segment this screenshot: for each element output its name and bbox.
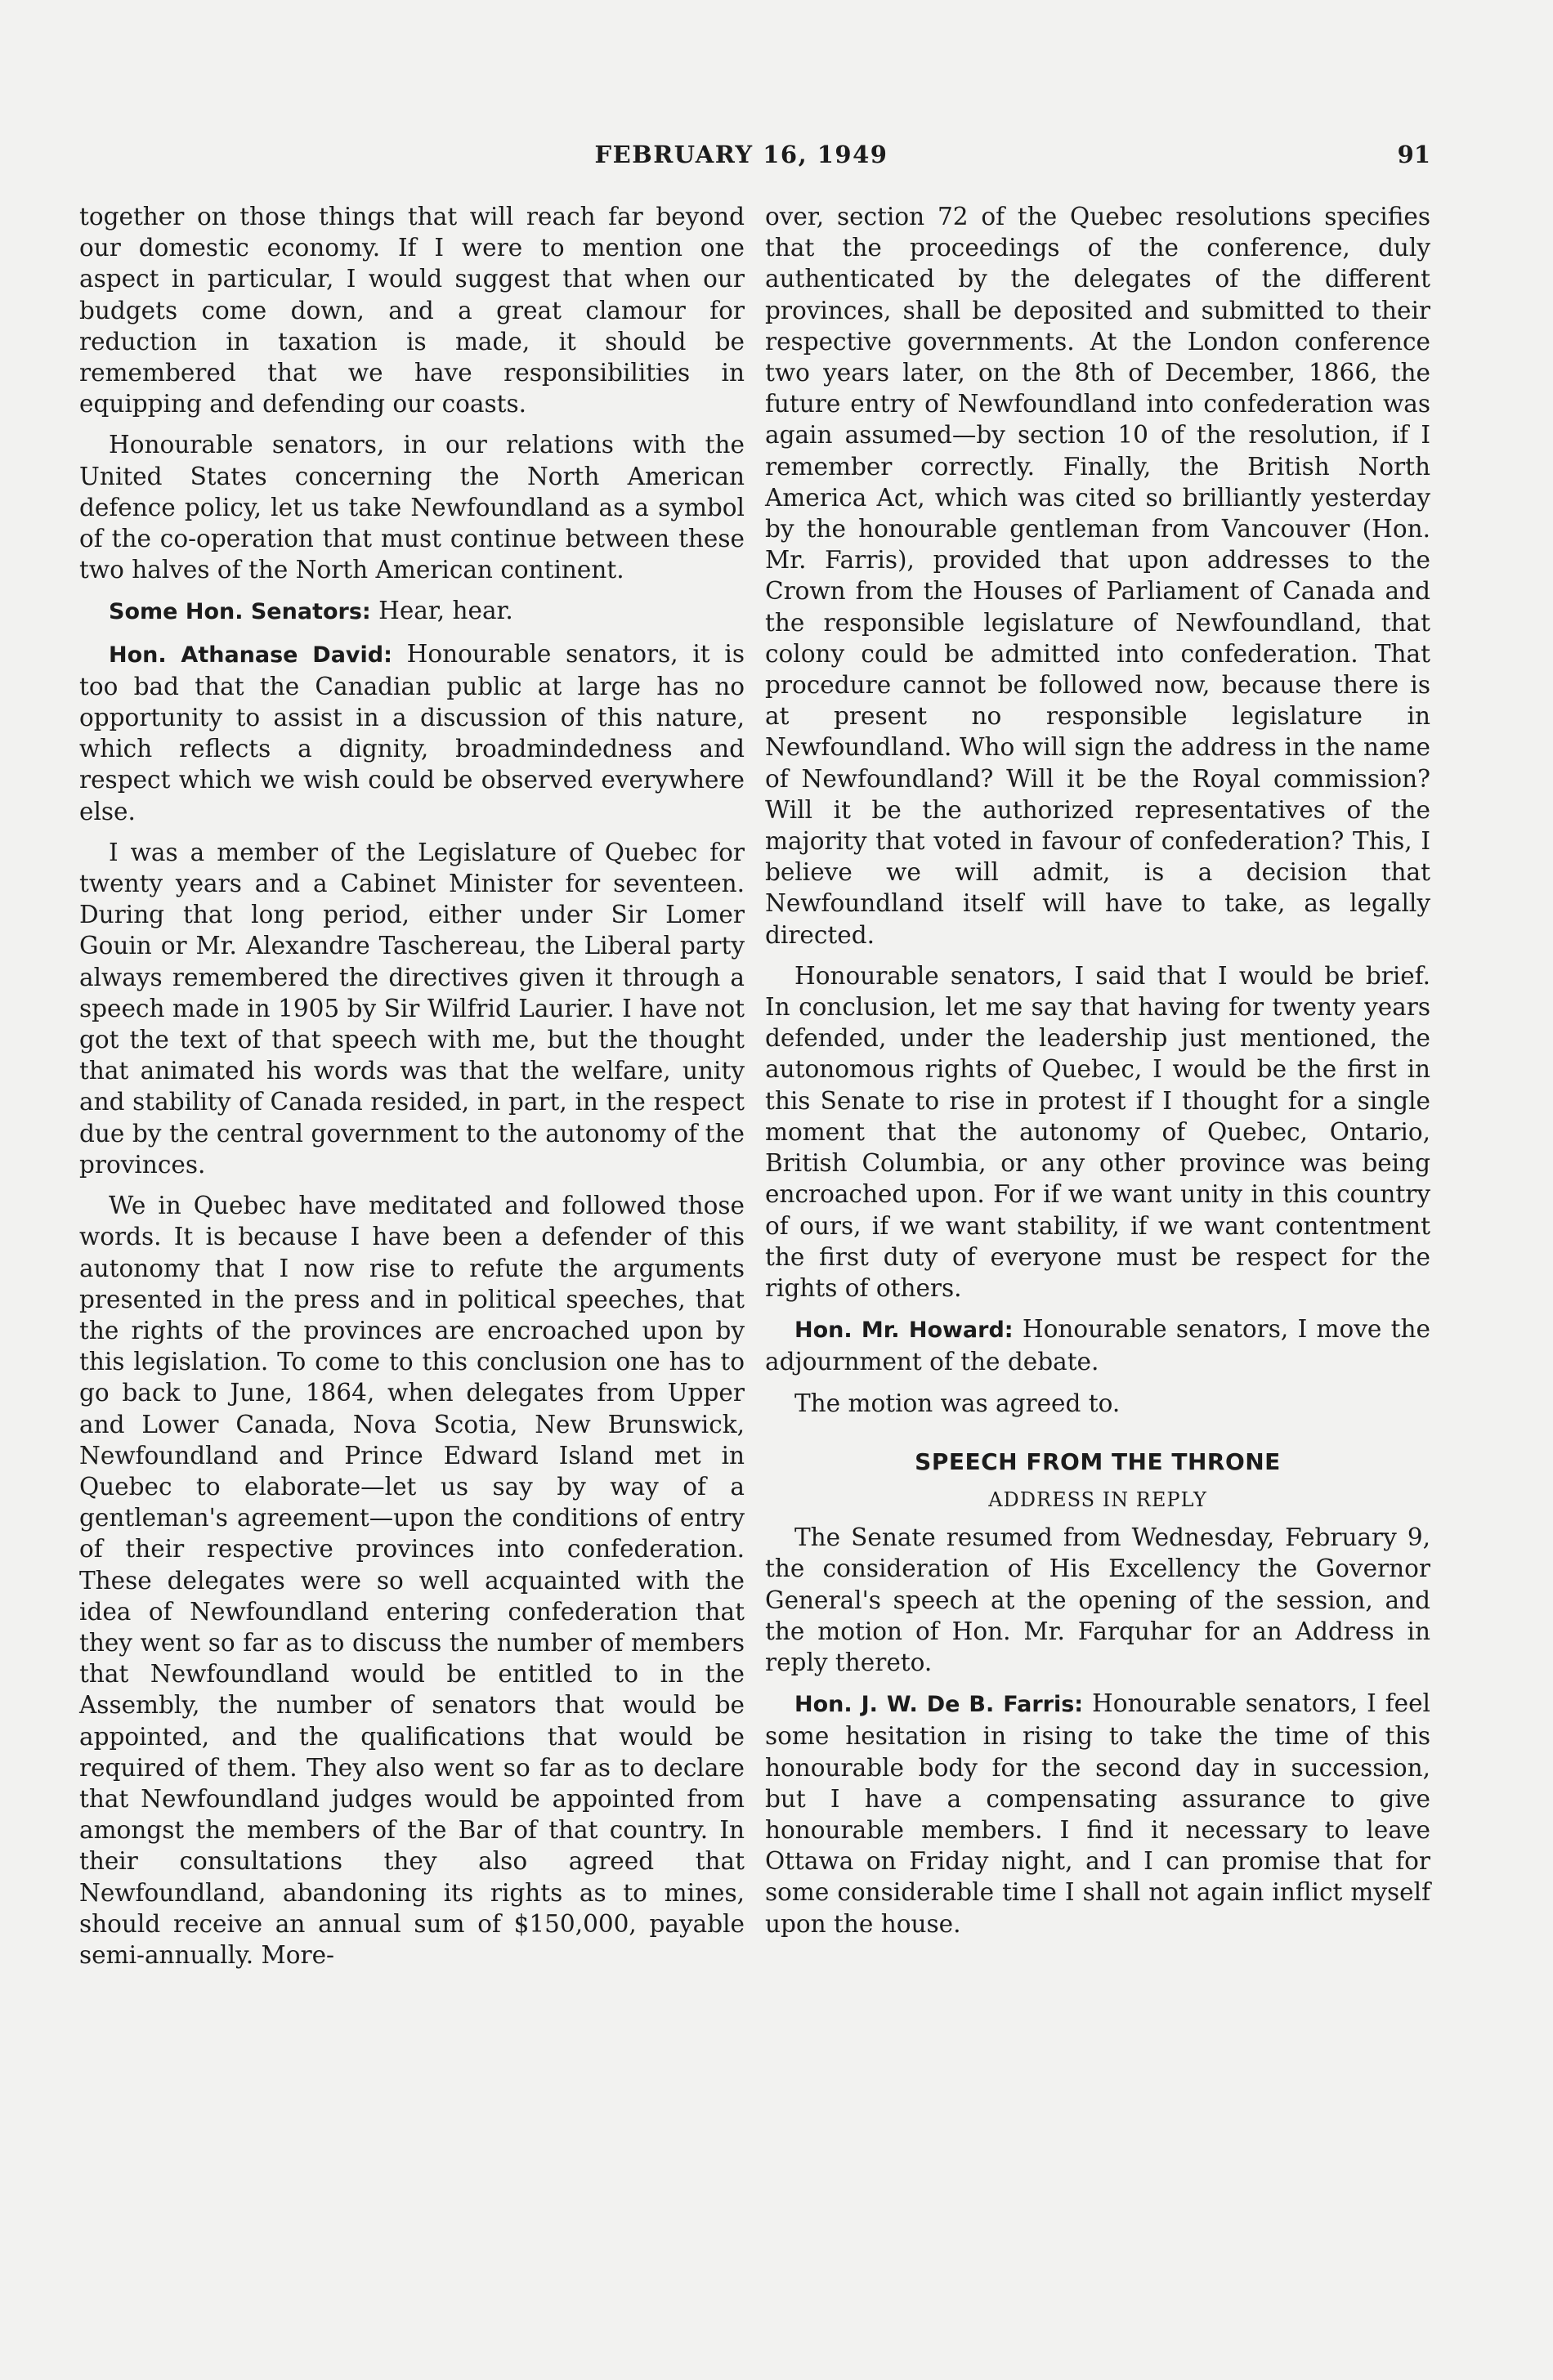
right-column — [765, 201, 1430, 1980]
speaker-paragraph — [79, 595, 745, 628]
speech-text: Honourable senators, it is too bad that the Canadian public at large has no opportunity to assist in a discussion of this nature, which reflects a dignity, broadmindedness and respect which we wish could be observed everywhere else. — [79, 639, 745, 825]
speaker-paragraph — [79, 638, 745, 827]
paragraph: The Senate resumed from Wednesday, February 9, the consideration of His Excellency the Governor General's speech at the opening of the session, and the motion of Hon. Mr. Farquhar for an Address in reply thereto. — [765, 1523, 1430, 1676]
paragraph: together on those things that will reach far beyond our domestic economy. If I were to mention one aspect in particular, I would suggest that when our budgets come down, and a great clamour for reduction in taxation is made, it should be remembered that we have responsibilities in equipping and defending our coasts. — [79, 203, 745, 418]
paragraph: The motion was agreed to. — [794, 1389, 1121, 1417]
paragraph: Honourable senators, in our relations with the United States concerning the North American defence policy, let us take Newfoundland as a symbol of the co-operation that must continue between these two halves of the North American continent. — [79, 431, 745, 584]
paragraph: We in Quebec have meditated and followed those words. It is because I have been a defender of this autonomy that I now rise to refute the arguments presented in the press and in political speeches, that the rights of the provinces are encroached upon by this legislation. To come to this conclusion one has to go back to June, 1864, when delegates from Upper and Lower Canada, Nova Scotia, New Brunswick, Newfoundland and Prince Edward Island met in Quebec to elaborate—let us say by way of a gentleman's agreement—upon the conditions of entry of their respective provinces into confederation. These delegates were so well acquainted with the idea of Newfoundland entering confederation that they went so far as to discuss the number of members that Newfoundland would be entitled to in the Assembly, the number of senators that would be appointed, and the qualifications that would be required of them. They also went so far as to declare that Newfoundland judges would be appointed from amongst the members of the Bar of that country. In their consultations they also agreed that Newfoundland, abandoning its rights as to mines, should receive an annual sum of $150,000, payable semi-annually. More- — [79, 1192, 745, 1969]
section-title: SPEECH FROM THE THRONE — [915, 1447, 1281, 1475]
left-column — [79, 201, 745, 1980]
speaker-name: Hon. J. W. De B. Farris: — [794, 1692, 1084, 1718]
speaker-paragraph — [765, 1688, 1430, 1939]
paragraph: over, section 72 of the Quebec resolutions specifies that the proceedings of the conference, duly authenticated by the delegates of the different provinces, shall be deposited and submitted to their respective governments. At the London conference two years later, on the 8th of December, 1866, the future entry of Newfoundland into confederation was again assumed—by section 10 of the resolution, if I remember correctly. Finally, the British North America Act, which was cited so brilliantly yesterday by the honourable gentleman from Vancouver (Hon. Mr. Farris), provided that upon addresses to the Crown from the Houses of Parliament of Canada and the responsible legislature of Newfoundland, that colony could be admitted into confederation. That procedure cannot be followed now, because there is at present no responsible legislature in Newfoundland. Who will sign the address in the name of Newfoundland? Will it be the Royal commission? Will it be the authorized representatives of the majority that voted in favour of confederation? This, I believe we will admit, is a decision that Newfoundland itself will have to take, as legally directed. — [765, 203, 1430, 949]
paragraph: Honourable senators, I said that I would be brief. In conclusion, let me say that having for twenty years defended, under the leadership just mentioned, the autonomous rights of Quebec, I would be the first in this Senate to rise in protest if I thought for a single moment that the autonomy of Quebec, Ontario, British Columbia, or any other province was being encroached upon. For if we want unity in this country of ours, if we want stability, if we want contentment the first duty of everyone must be respect for the rights of others. — [765, 961, 1430, 1302]
page-number: 91 — [1397, 141, 1430, 168]
speech-text: Hear, hear. — [370, 597, 513, 625]
speech-text: Honourable senators, I feel some hesitation in rising to take the time of this honourable body for the second day in succession, but I have a compensating assurance to give honourable members. I find it necessary to leave Ottawa on Friday night, and I can promise that for some considerable time I shall not again inflict myself upon the house. — [765, 1689, 1430, 1938]
speaker-name: Hon. Athanase David: — [109, 642, 392, 668]
paragraph: I was a member of the Legislature of Quebec for twenty years and a Cabinet Minister for seventeen. During that long period, either under Sir Lomer Gouin or Mr. Alexandre Taschereau, the Liberal party always remembered the directives given it through a speech made in 1905 by Sir Wilfrid Laurier. I have not got the text of that speech with me, but the thought that animated his words was that the welfare, unity and stability of Canada resided, in part, in the respect due by the central government to the autonomy of the provinces. — [79, 838, 745, 1179]
running-head: FEBRUARY 16, 1949 — [594, 141, 888, 168]
section-subtitle: ADDRESS IN REPLY — [988, 1488, 1207, 1511]
page-header — [52, 137, 1430, 170]
speech-text: Honourable senators, I move the adjournment of the debate. — [765, 1315, 1430, 1376]
speaker-paragraph — [765, 1313, 1430, 1377]
text-columns — [79, 201, 1430, 1980]
speaker-name: Some Hon. Senators: — [109, 599, 371, 625]
speaker-name: Hon. Mr. Howard: — [794, 1318, 1014, 1344]
